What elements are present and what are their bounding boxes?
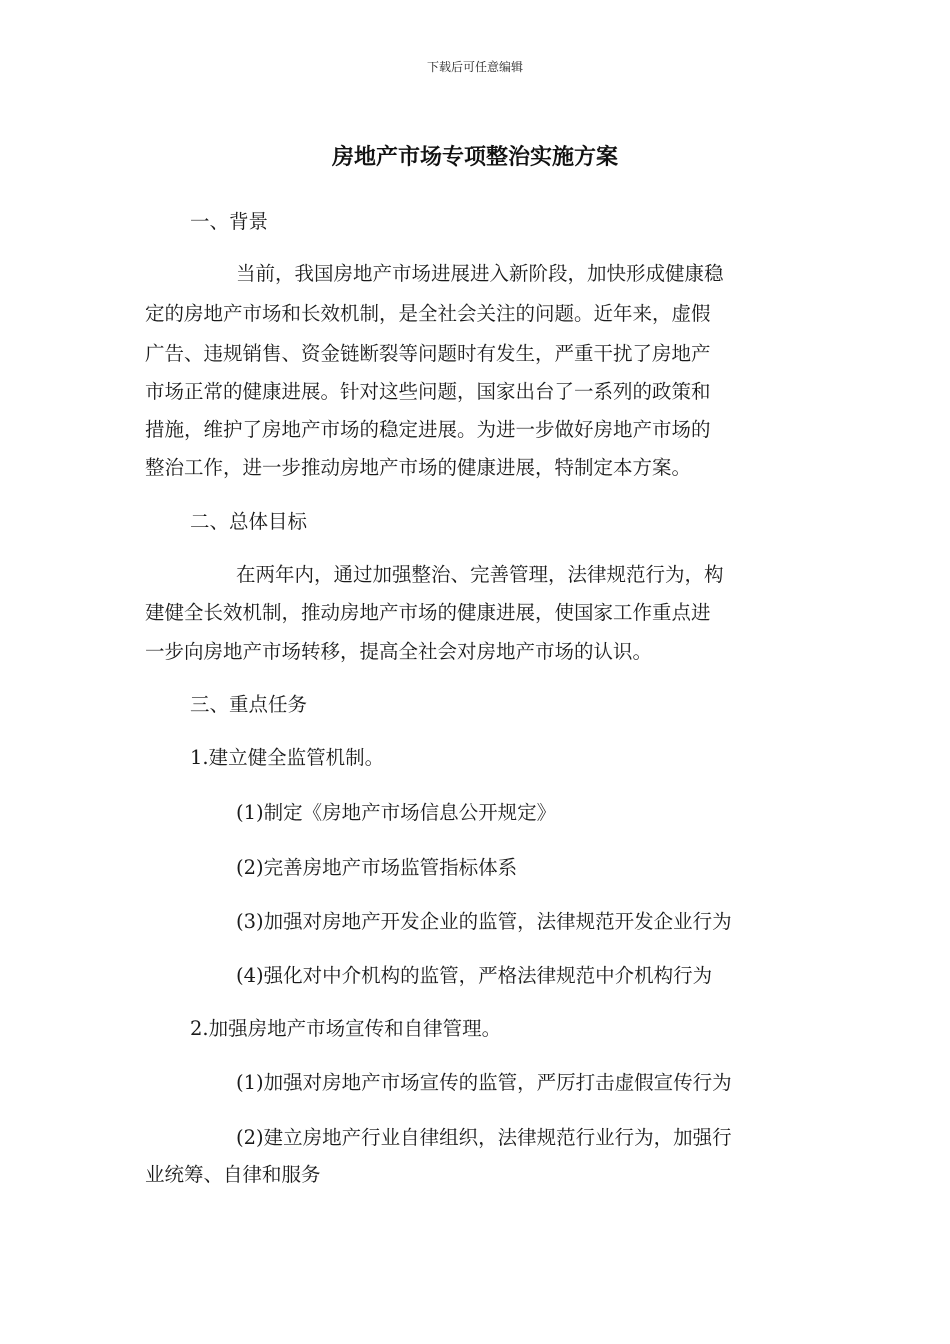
- paragraph-line: 当前，我国房地产市场进展进入新阶段，加快形成健康稳: [236, 262, 724, 285]
- paragraph-line: 建健全长效机制，推动房地产市场的健康进展，使国家工作重点进: [145, 601, 711, 624]
- paragraph-line: 一步向房地产市场转移，提高全社会对房地产市场的认识。: [145, 640, 653, 663]
- task-label: 1.建立健全监管机制。: [190, 746, 385, 769]
- paragraph-line: 定的房地产市场和长效机制，是全社会关注的问题。近年来，虚假: [145, 302, 711, 325]
- section-heading: 一、背景: [190, 210, 269, 233]
- page-header-note: 下载后可任意编辑: [426, 60, 523, 74]
- section-heading: 二、总体目标: [190, 510, 308, 533]
- task-item: (1)制定《房地产市场信息公开规定》: [236, 801, 557, 824]
- task-item: (2)建立房地产行业自律组织，法律规范行业行为，加强行: [236, 1126, 732, 1149]
- task-item: 业统筹、自律和服务: [145, 1163, 321, 1186]
- paragraph-line: 整治工作，进一步推动房地产市场的健康进展，特制定本方案。: [145, 456, 692, 479]
- paragraph-line: 广告、违规销售、资金链断裂等问题时有发生，严重干扰了房地产: [145, 342, 711, 365]
- task-item: (3)加强对房地产开发企业的监管，法律规范开发企业行为: [236, 910, 732, 933]
- task-item: (1)加强对房地产市场宣传的监管，严厉打击虚假宣传行为: [236, 1071, 732, 1094]
- paragraph-line: 措施，维护了房地产市场的稳定进展。为进一步做好房地产市场的: [145, 418, 711, 441]
- paragraph-line: 在两年内，通过加强整治、完善管理，法律规范行为，构: [236, 563, 724, 586]
- task-label: 2.加强房地产市场宣传和自律管理。: [190, 1017, 502, 1040]
- task-item: (4)强化对中介机构的监管，严格法律规范中介机构行为: [236, 964, 713, 987]
- task-item: (2)完善房地产市场监管指标体系: [236, 856, 518, 879]
- paragraph-line: 市场正常的健康进展。针对这些问题，国家出台了一系列的政策和: [145, 380, 711, 403]
- section-heading: 三、重点任务: [190, 693, 308, 716]
- document-title: 房地产市场专项整治实施方案: [331, 145, 618, 170]
